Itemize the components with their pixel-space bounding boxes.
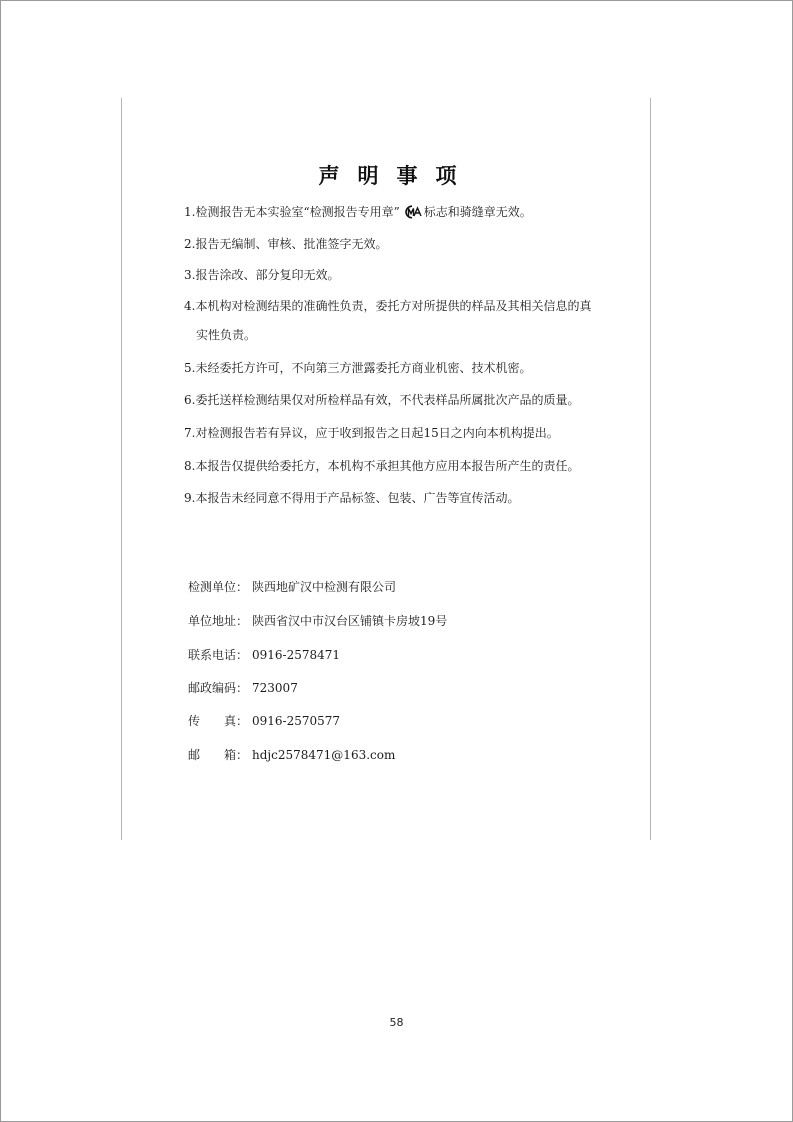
- statement-4-line-1: 4.本机构对检测结果的准确性负责，委托方对所提供的样品及其相关信息的真: [184, 299, 592, 313]
- contact-value: hdjc2578471@163.com: [252, 748, 396, 762]
- statement-1-text-before: 1.检测报告无本实验室“检测报告专用章”: [184, 205, 400, 219]
- cma-mark-icon: [401, 205, 423, 219]
- contact-phone: [188, 646, 340, 664]
- contact-fax: [188, 712, 340, 730]
- contact-label: 邮政编码：: [188, 681, 249, 695]
- left-margin-line: [121, 98, 122, 840]
- statement-5: 5.未经委托方许可，不向第三方泄露委托方商业机密、技术机密。: [184, 361, 532, 375]
- right-margin-line: [650, 98, 651, 840]
- contact-postcode: [188, 679, 298, 697]
- contact-value: 陕西省汉中市汉台区铺镇卡房坡19号: [252, 614, 448, 628]
- contact-value: 0916-2570577: [252, 714, 341, 728]
- statement-7: 7.对检测报告若有异议，应于收到报告之日起15日之内向本机构提出。: [184, 426, 559, 440]
- contact-label: 联系电话：: [188, 648, 249, 662]
- statement-6: 6.委托送样检测结果仅对所检样品有效，不代表样品所属批次产品的质量。: [184, 393, 580, 407]
- contact-address: [188, 612, 447, 630]
- contact-value: 陕西地矿汉中检测有限公司: [252, 580, 397, 594]
- document-title: 声明事项: [318, 164, 475, 188]
- statement-1: [184, 203, 532, 221]
- contact-testing-unit: [188, 578, 396, 596]
- contact-value: 0916-2578471: [252, 648, 341, 662]
- contact-label: 传 真：: [188, 714, 249, 728]
- statement-2: 2.报告无编制、审核、批准签字无效。: [184, 237, 388, 251]
- contact-value: 723007: [252, 681, 298, 695]
- contact-label: 邮 箱：: [188, 748, 249, 762]
- statement-1-text-after: 标志和骑缝章无效。: [423, 205, 532, 219]
- statement-9: 9.本报告未经同意不得用于产品标签、包装、广告等宣传活动。: [184, 491, 520, 505]
- contact-email: [188, 746, 395, 764]
- contact-label: 检测单位：: [188, 580, 249, 594]
- statement-8: 8.本报告仅提供给委托方，本机构不承担其他方应用本报告所产生的责任。: [184, 459, 580, 473]
- page-number: 58: [389, 1016, 404, 1029]
- statement-3: 3.报告涂改、部分复印无效。: [184, 268, 340, 282]
- contact-label: 单位地址：: [188, 614, 249, 628]
- statement-4-line-2: 实性负责。: [196, 328, 257, 342]
